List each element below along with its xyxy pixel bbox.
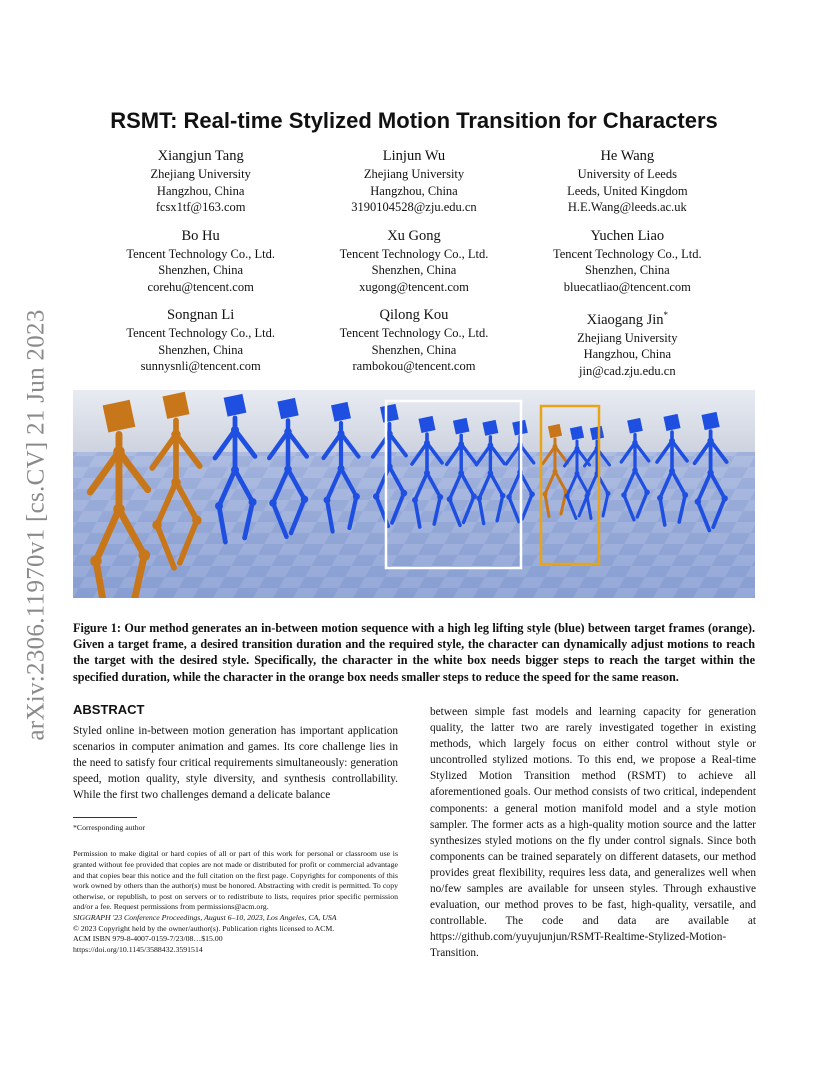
author-affiliation: Tencent Technology Co., Ltd. (339, 246, 489, 261)
head (663, 414, 680, 431)
joint (476, 496, 482, 502)
head (162, 392, 189, 419)
author-block (521, 306, 734, 379)
joint (215, 502, 223, 510)
author-location: Hangzhou, China (370, 183, 458, 198)
author-email[interactable]: sunnysnli@tencent.com (140, 359, 261, 373)
joint (269, 499, 277, 507)
joint (424, 470, 430, 476)
joint (284, 466, 292, 474)
head (418, 416, 435, 433)
author-location: Shenzhen, China (158, 342, 244, 357)
right-column (430, 704, 756, 962)
author-location: Shenzhen, China (371, 263, 457, 277)
isbn-line: ACM ISBN 979-8-4007-0159-7/23/08…$15.00 (73, 934, 223, 944)
author-name-corresponding (521, 306, 734, 330)
author-affiliation: Zhejiang University (150, 167, 251, 181)
teaser-render (73, 390, 755, 598)
joint (721, 495, 727, 501)
joint (373, 493, 380, 500)
joint (353, 493, 360, 500)
author-location: Leeds, United Kingdom (567, 183, 688, 198)
joint (669, 438, 675, 444)
joint (171, 478, 181, 488)
joint (500, 493, 506, 499)
author-block (94, 227, 307, 296)
joint (565, 494, 570, 499)
paper-title: RSMT: Real-time Stylized Motion Transition for Characters (110, 108, 718, 133)
joint (458, 470, 464, 476)
doi-link[interactable]: https://doi.org/10.1145/3588432.3591514 (73, 944, 203, 954)
figure-caption: Figure 1: Our method generates an in-between motion sequence with a high leg lifting style (blue) between target frames (orange). Given a target frame, a desired transition duration and the required style, the character can dynamically adjust motions to reach the target with the desired style. Specifically, the character in the white box needs bigger steps to reach the target within the specified duration, while the character in the orange box needs smaller steps to reduce the speed for the same reason. (73, 621, 755, 684)
head (331, 402, 351, 422)
joint (338, 430, 345, 437)
author-name: Yuchen Liao (590, 227, 665, 244)
abstract-heading: ABSTRACT (73, 702, 145, 717)
joint (152, 520, 162, 530)
corresponding-footnote: *Corresponding author (73, 823, 146, 833)
joint (231, 466, 239, 474)
joint (632, 468, 638, 474)
joint (575, 446, 580, 451)
head (224, 394, 247, 417)
author-email[interactable]: H.E.Wang@leeds.ac.uk (567, 200, 687, 214)
joint (338, 465, 345, 472)
head (482, 420, 498, 436)
author-email[interactable]: bluecatliao@tencent.com (563, 279, 691, 294)
joint (324, 497, 331, 504)
joint (707, 438, 713, 444)
author-name: Xiaogang Jin (586, 311, 664, 328)
author-grid (94, 147, 734, 379)
joint (447, 496, 453, 502)
head (453, 418, 470, 435)
author-location: Shenzhen, China (584, 263, 670, 277)
joint (553, 444, 558, 449)
author-affiliation: Tencent Technology Co., Ltd. (126, 246, 275, 261)
author-name: Linjun Wu (382, 148, 446, 164)
joint (575, 471, 580, 476)
author-affiliation: Tencent Technology Co., Ltd. (339, 326, 489, 340)
author-name: Xiangjun Tang (157, 148, 244, 164)
author-block (521, 147, 734, 216)
joint (506, 494, 512, 500)
joint (621, 492, 627, 498)
joint (424, 440, 430, 446)
head (570, 426, 584, 440)
joint (585, 494, 590, 499)
copyright-line: © 2023 Copyright held by the owner/author(s). Publication rights licensed to ACM. (73, 923, 335, 933)
author-location: Hangzhou, China (583, 347, 672, 362)
author-affiliation: Zhejiang University (363, 167, 465, 181)
joint (412, 497, 418, 503)
arxiv-id: arXiv:2306.11970v1 [cs.CV] 21 Jun 2023 (23, 309, 50, 741)
author-block (94, 147, 307, 216)
author-location: Hangzhou, China (156, 183, 245, 198)
head (277, 398, 298, 419)
joint (113, 446, 125, 458)
author-email[interactable]: rambokou@tencent.com (352, 359, 476, 373)
joint (543, 492, 548, 497)
joint (606, 491, 611, 496)
head (627, 418, 643, 434)
joint (231, 426, 239, 434)
permission-block (73, 849, 398, 955)
joint (437, 494, 443, 500)
abstract-text-left: Styled online in-between motion generation has important application scenarios in computer animation and games. Its core challenge lies in the need to satisfy four critical requirements simultaneously: generation speed, motion quality, style diversity, and synthesis controllability. While the first two challenges demand a delicate balance (73, 725, 398, 802)
joint (113, 504, 125, 516)
head (701, 412, 719, 430)
left-column (73, 702, 398, 955)
joint (458, 441, 464, 447)
joint (632, 440, 638, 446)
joint (249, 498, 257, 506)
joint (644, 490, 650, 496)
joint (669, 468, 675, 474)
joint (695, 498, 701, 504)
joint (284, 428, 292, 436)
joint (488, 470, 494, 476)
author-affiliation: Tencent Technology Co., Ltd. (126, 326, 275, 340)
author-block (94, 306, 307, 379)
conference-line: SIGGRAPH '23 Conference Proceedings, August 6–10, 2023, Los Angeles, CA, USA (73, 913, 337, 923)
joint (707, 470, 713, 476)
joint (471, 493, 477, 499)
author-name: Qilong Kou (379, 307, 449, 323)
author-email[interactable]: 3190104528@zju.edu.cn (351, 200, 477, 214)
joint (139, 550, 151, 562)
head (380, 404, 399, 423)
author-email[interactable]: xugong@tencent.com (359, 279, 469, 294)
author-block (521, 227, 734, 296)
author-block (307, 227, 520, 296)
teaser-figure (73, 390, 755, 598)
joint (90, 555, 102, 567)
joint (171, 430, 181, 440)
author-location: Shenzhen, China (371, 342, 457, 357)
author-block (307, 306, 520, 379)
joint (657, 495, 663, 501)
author-name: Bo Hu (181, 227, 220, 244)
abstract-text-right: between simple fast models and learning capacity for generation quality, the latter two are rarely investigated together in existing methods, which largely focus on either control without style or uncontrolled stylized motions. To this end, we propose a Real-time Stylized Motion Transition method (RSMT) to achieve all aforementioned goals. Our method consists of two critical, independent components: a general motion manifold model and a style motion sampler. The former acts as a high-quality motion source and the latter synthesizes styled motions on the fly under control signals. Since both components can be trained separately on different datasets, our method provides great flexibility, requires less data, and generalizes well when no/few samples are available for unseen styles. Through exhaustive evaluation, our method proves to be fast, high-quality, versatile, and controllable. The code and data are available at https://github.com/yuyujunjun/RSMT-Realtime-Stylized-Motion-Transition. (430, 706, 756, 960)
joint (529, 492, 535, 498)
joint (682, 492, 688, 498)
joint (301, 496, 309, 504)
author-name: Songnan Li (167, 307, 235, 323)
arxiv-side-stamp (20, 290, 54, 760)
author-name: Xu Gong (387, 227, 441, 244)
joint (488, 442, 494, 448)
footnote-divider (73, 817, 137, 818)
corresponding-mark: * (663, 310, 669, 320)
author-affiliation: Zhejiang University (577, 330, 678, 345)
author-email[interactable]: fcsx1tf@163.com (155, 200, 246, 214)
joint (553, 469, 558, 474)
author-affiliation: University of Leeds (577, 167, 677, 181)
author-location: Shenzhen, China (158, 263, 244, 277)
head (548, 424, 562, 438)
author-affiliation: Tencent Technology Co., Ltd. (552, 246, 702, 261)
joint (401, 490, 408, 497)
joint (192, 516, 202, 526)
author-email[interactable]: corehu@tencent.com (147, 279, 254, 294)
author-email[interactable]: jin@cad.zju.edu.cn (579, 363, 676, 378)
head (103, 400, 136, 433)
author-name: He Wang (600, 148, 655, 164)
author-block (307, 147, 520, 216)
permission-text: Permission to make digital or hard copies of all or part of this work for personal or classroom use is granted without fee provided that copies are not made or distributed for profit or commercial advantage and that copies bear this notice and the full citation on the first page. Copyrights for components of this work owned by others than the author(s) must be honored. Abstracting with credit is permitted. To copy otherwise, or republish, to post on servers or to redistribute to lists, requires prior specific permission and/or a fee. Request permissions from permissions@acm.org. (73, 849, 398, 912)
head (590, 426, 604, 440)
